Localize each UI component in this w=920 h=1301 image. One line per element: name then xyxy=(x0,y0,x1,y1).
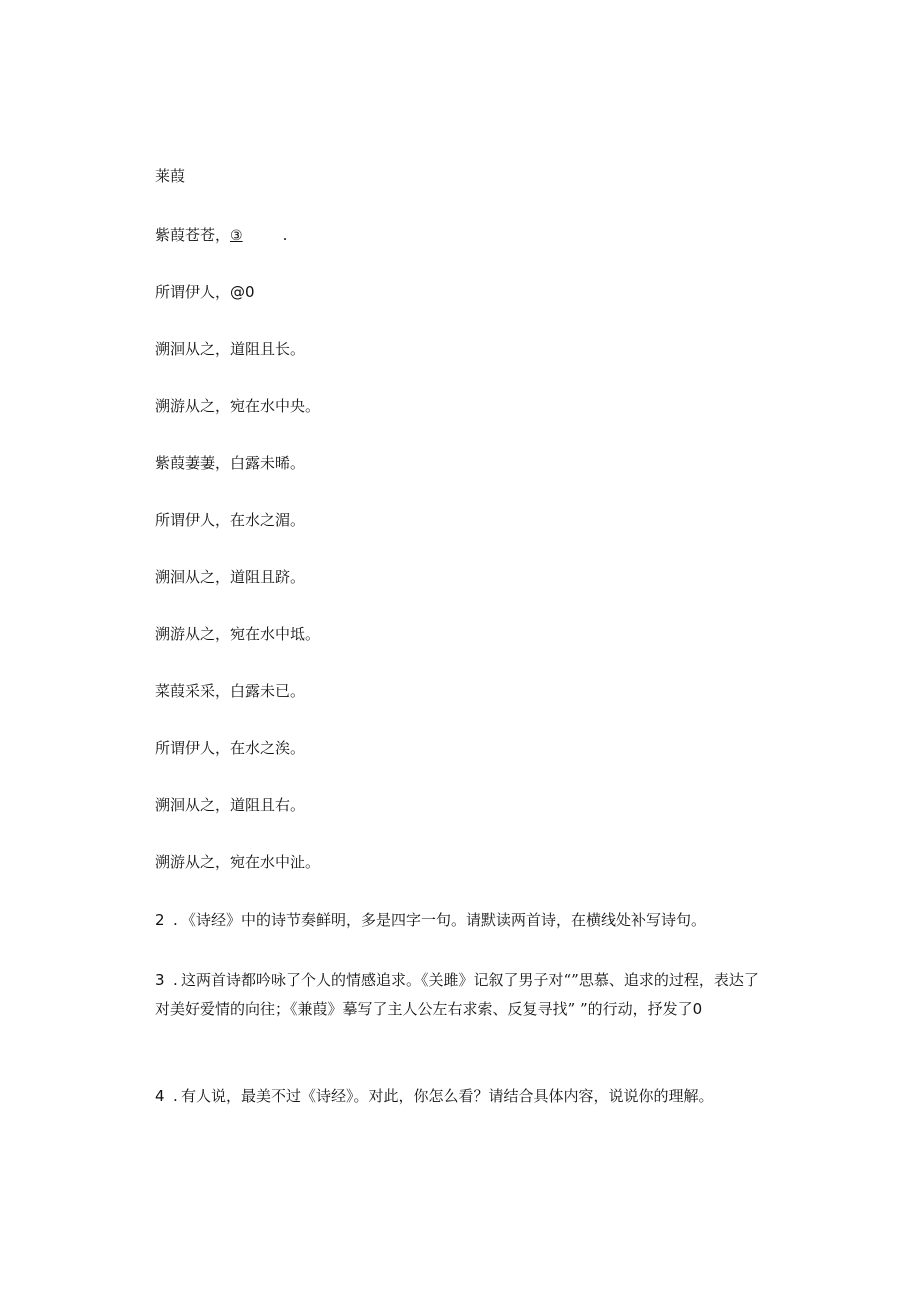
poem-line-5: 紫葭萋萋，白露未晞。 xyxy=(155,454,306,472)
question-tail: 0 xyxy=(692,1000,703,1018)
poem-line-12: 溯游从之，宛在水中沚。 xyxy=(155,853,321,871)
question-dot: . xyxy=(173,911,178,929)
blank-marker: ③ xyxy=(230,228,243,244)
poem-title: 莱葭 xyxy=(155,167,186,185)
poem-line-8: 溯游从之，宛在水中坻。 xyxy=(155,625,321,643)
poem-line-6: 所谓伊人，在水之湄。 xyxy=(155,511,306,529)
question-text: 这两首诗都吟咏了个人的情感追求。《关雎》记叙了男子对“”思慕、追求的过程，表达了对美好爱情的向往；《兼葭》摹写了主人公左右求索、反复寻找” ”的行动，抒发了 xyxy=(155,971,759,1018)
poem-line-11: 溯洄从之，道阻且右。 xyxy=(155,796,306,814)
poem-line-3: 溯洄从之，道阻且长。 xyxy=(155,340,306,358)
poem-line-9: 菜葭采采，白露未已。 xyxy=(155,682,306,700)
question-number: 4 xyxy=(155,1087,165,1105)
blank-marker: @0 xyxy=(230,283,255,301)
question-dot: . xyxy=(173,1087,178,1105)
poem-line-4: 溯游从之，宛在水中央。 xyxy=(155,397,321,415)
question-2 xyxy=(155,910,706,930)
question-dot: . xyxy=(173,971,178,989)
poem-line-text: 紫葭苍苍， xyxy=(155,226,231,244)
fill-blank xyxy=(243,239,283,240)
question-number: 2 xyxy=(155,911,165,929)
question-text: 有人说，最美不过《诗经》。对此，你怎么看？请结合具体内容，说说你的理解。 xyxy=(181,1087,714,1105)
question-text: 《诗经》中的诗节奏鲜明，多是四字一句。请默读两首诗，在横线处补写诗句。 xyxy=(181,911,707,929)
question-3 xyxy=(155,966,765,1024)
poem-line-7: 溯洄从之，道阻且跻。 xyxy=(155,568,306,586)
poem-line-10: 所谓伊人，在水之涘。 xyxy=(155,739,306,757)
poem-line-text: 所谓伊人， xyxy=(155,283,231,301)
question-4 xyxy=(155,1086,714,1106)
poem-line-2 xyxy=(155,282,255,302)
poem-line-1 xyxy=(155,225,287,246)
line-end-mark: . xyxy=(282,226,288,244)
question-number: 3 xyxy=(155,971,165,989)
